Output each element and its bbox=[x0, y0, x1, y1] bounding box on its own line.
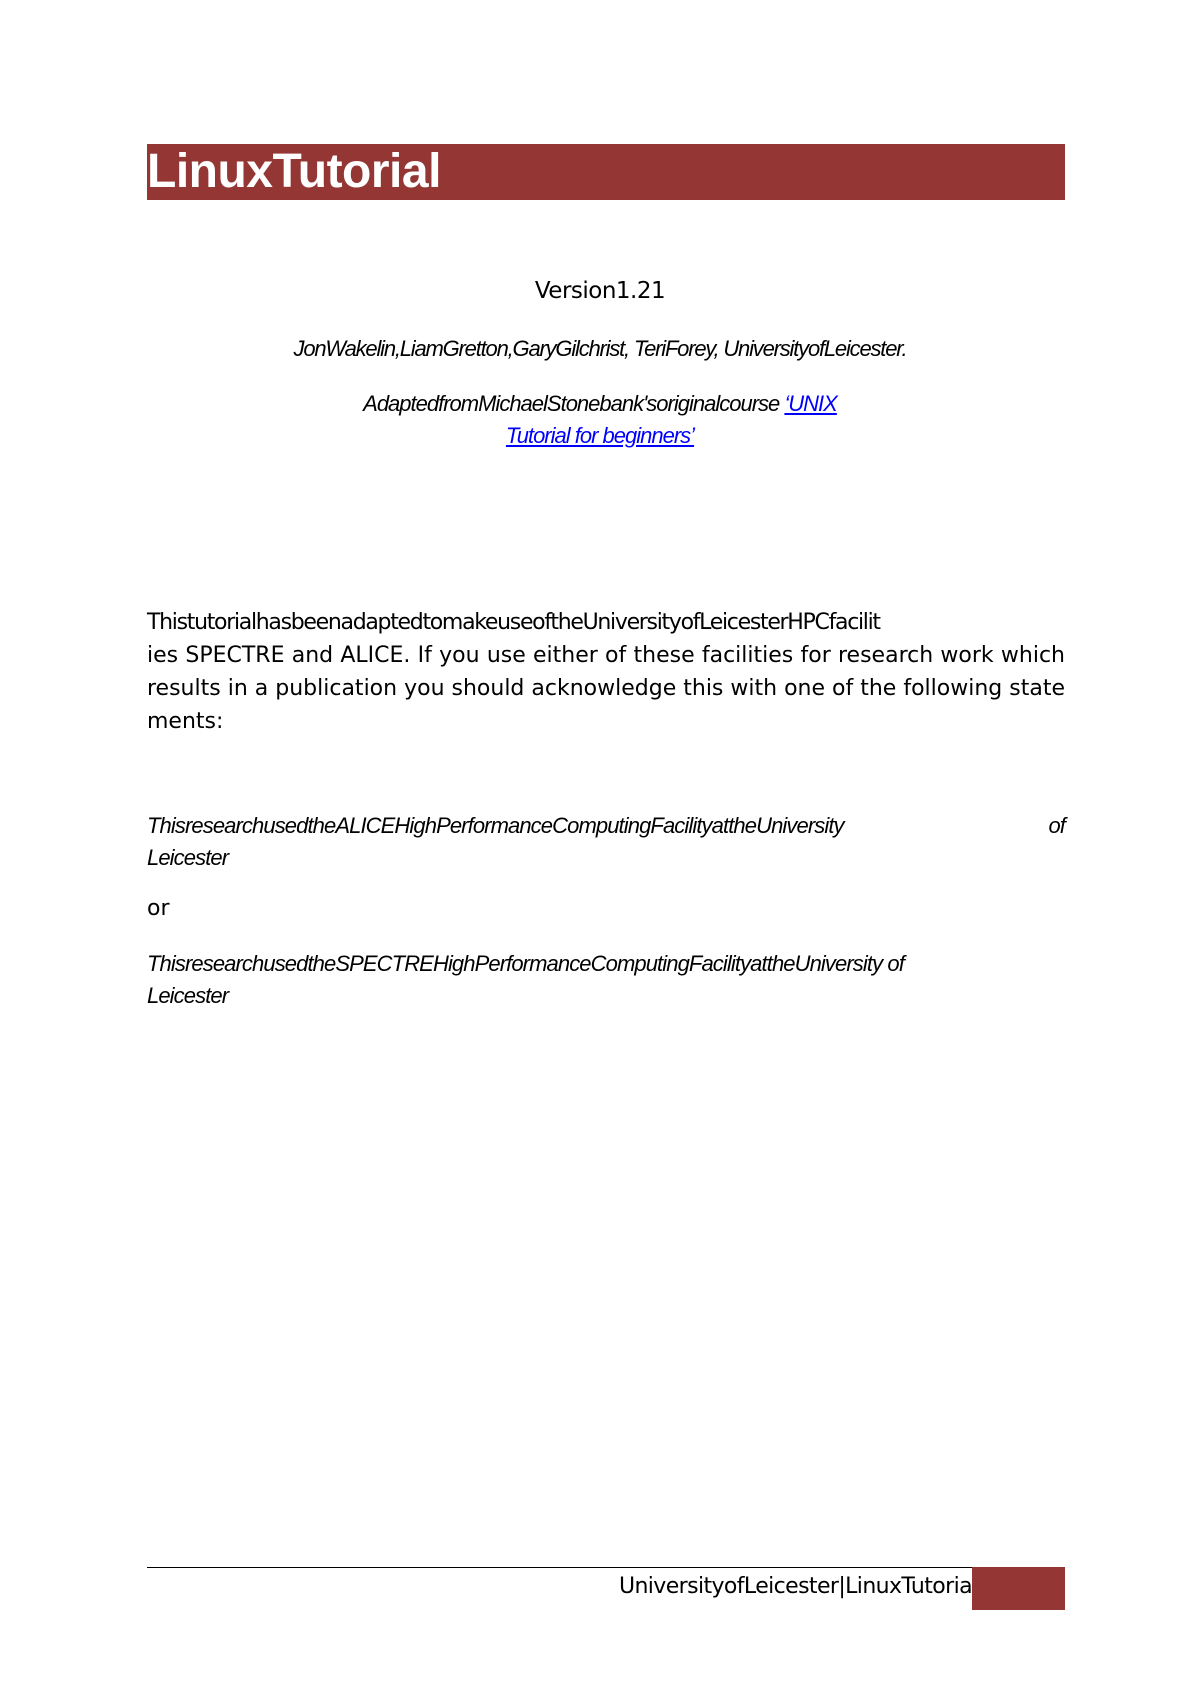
adapted-prefix: AdaptedfromMichaelStonebank'soriginalcourse bbox=[363, 391, 785, 416]
original-course-link-continued[interactable]: Tutorial for beginners’ bbox=[505, 423, 695, 448]
adapted-from-line bbox=[0, 388, 1200, 452]
or-separator: or bbox=[147, 896, 170, 921]
intro-paragraph bbox=[147, 606, 1065, 738]
statement-spectre-line2: Leicester bbox=[147, 983, 229, 1008]
statement-alice-line1-end: of bbox=[1048, 813, 1065, 838]
acknowledgement-statement-alice bbox=[147, 810, 1065, 874]
authors-line: JonWakelin,LiamGretton,GaryGilchrist, TeriForey, UniversityofLeicester. bbox=[293, 336, 907, 361]
intro-first-line: ThistutorialhasbeenadaptedtomakeuseoftheUniversityofLeicesterHPCfacilit bbox=[147, 610, 880, 635]
acknowledgement-statement-spectre bbox=[147, 948, 1065, 1012]
intro-body: ies SPECTRE and ALICE. If you use either of these facilities for research work which results in a publication you should acknowledge this with one of the following statements: bbox=[147, 643, 1065, 734]
statement-alice-line1: ThisresearchusedtheALICEHighPerformanceComputingFacilityattheUniversity bbox=[147, 813, 844, 838]
title-banner bbox=[147, 144, 1065, 200]
statement-alice-line2: Leicester bbox=[147, 845, 229, 870]
document-title: LinuxTutorial bbox=[147, 145, 441, 198]
statement-spectre-line1: ThisresearchusedtheSPECTREHighPerformanceComputingFacilityattheUniversity of bbox=[147, 951, 904, 976]
footer-page-number-box bbox=[972, 1567, 1065, 1610]
version-label: Version1.21 bbox=[534, 278, 666, 304]
footer-text: UniversityofLeicester|LinuxTutoria bbox=[618, 1574, 972, 1599]
original-course-link[interactable]: ‘UNIX bbox=[784, 391, 837, 416]
footer-rule bbox=[147, 1567, 1065, 1568]
